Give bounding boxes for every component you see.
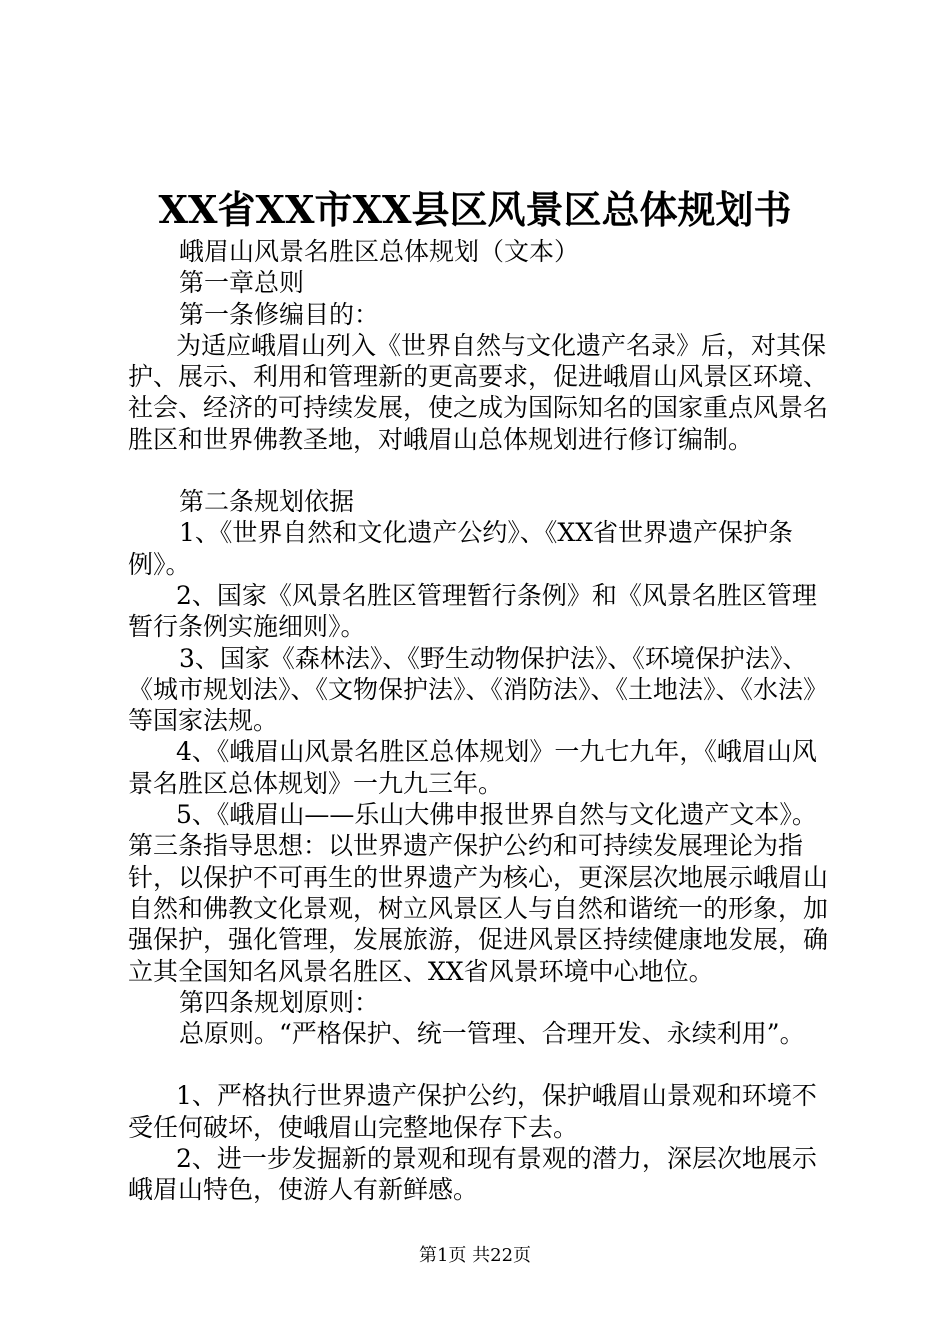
blank-line <box>128 1049 840 1080</box>
paragraph-article-3: 第三条指导思想：以世界遗产保护公约和可持续发展理论为指针，以保护不可再生的世界遗产为核心，更深层次地展示峨眉山自然和佛教文化景观，树立风景区人与自然和谐统一的形象，加强保护，强化管理，发展旅游，促进风景区持续健康地发展，确立其全国知名风景名胜区、XX省风景环境中心地位。 <box>128 831 829 986</box>
paragraph-article-4-heading: 第四条规划原则： <box>179 987 380 1017</box>
blank-line <box>128 455 840 486</box>
paragraph-principle-2: 2、进一步发掘新的景观和现有景观的潜力，深层次地展示峨眉山特色，使游人有新鲜感。 <box>128 1144 817 1205</box>
document-title: XX省XX市XX县区风景区总体规划书 <box>158 187 792 232</box>
paragraph-chapter-heading: 第一章总则 <box>179 268 305 298</box>
paragraph-basis-3: 3、国家《森林法》、《野生动物保护法》、《环境保护法》、《城市规划法》、《文物保护法》、《消防法》、《土地法》、《水法》等国家法规。 <box>128 643 829 736</box>
paragraph-subtitle: 峨眉山风景名胜区总体规划（文本） <box>179 237 580 266</box>
paragraph-article-2-heading: 第二条规划依据 <box>179 487 355 517</box>
document-body <box>128 236 840 1206</box>
paragraph-article-1-body: 为适应峨眉山列入《世界自然与文化遗产名录》后，对其保护、展示、利用和管理新的更高要求，促进峨眉山风景区环境、社会、经济的可持续发展，使之成为国际知名的国家重点风景名胜区和世界佛教圣地，对峨眉山总体规划进行修订编制。 <box>128 330 829 454</box>
paragraph-basis-4: 4、《峨眉山风景名胜区总体规划》一九七九年，《峨眉山风景名胜区总体规划》一九九三年。 <box>128 737 817 798</box>
paragraph-basis-2: 2、国家《风景名胜区管理暂行条例》和《风景名胜区管理暂行条例实施细则》。 <box>128 580 817 642</box>
page-footer: 第1页 共22页 <box>418 1245 532 1266</box>
paragraph-article-1-heading: 第一条修编目的： <box>179 299 380 329</box>
paragraph-basis-1: 1、《世界自然和文化遗产公约》、《XX省世界遗产保护条例》。 <box>128 518 794 579</box>
paragraph-general-principle: 总原则。“严格保护、统一管理、合理开发、永续利用”。 <box>179 1019 805 1049</box>
paragraph-principle-1: 1、严格执行世界遗产保护公约，保护峨眉山景观和环境不受任何破坏，使峨眉山完整地保存下去。 <box>128 1081 817 1142</box>
paragraph-basis-5: 5、《峨眉山——乐山大佛申报世界自然与文化遗产文本》。 <box>176 800 817 830</box>
